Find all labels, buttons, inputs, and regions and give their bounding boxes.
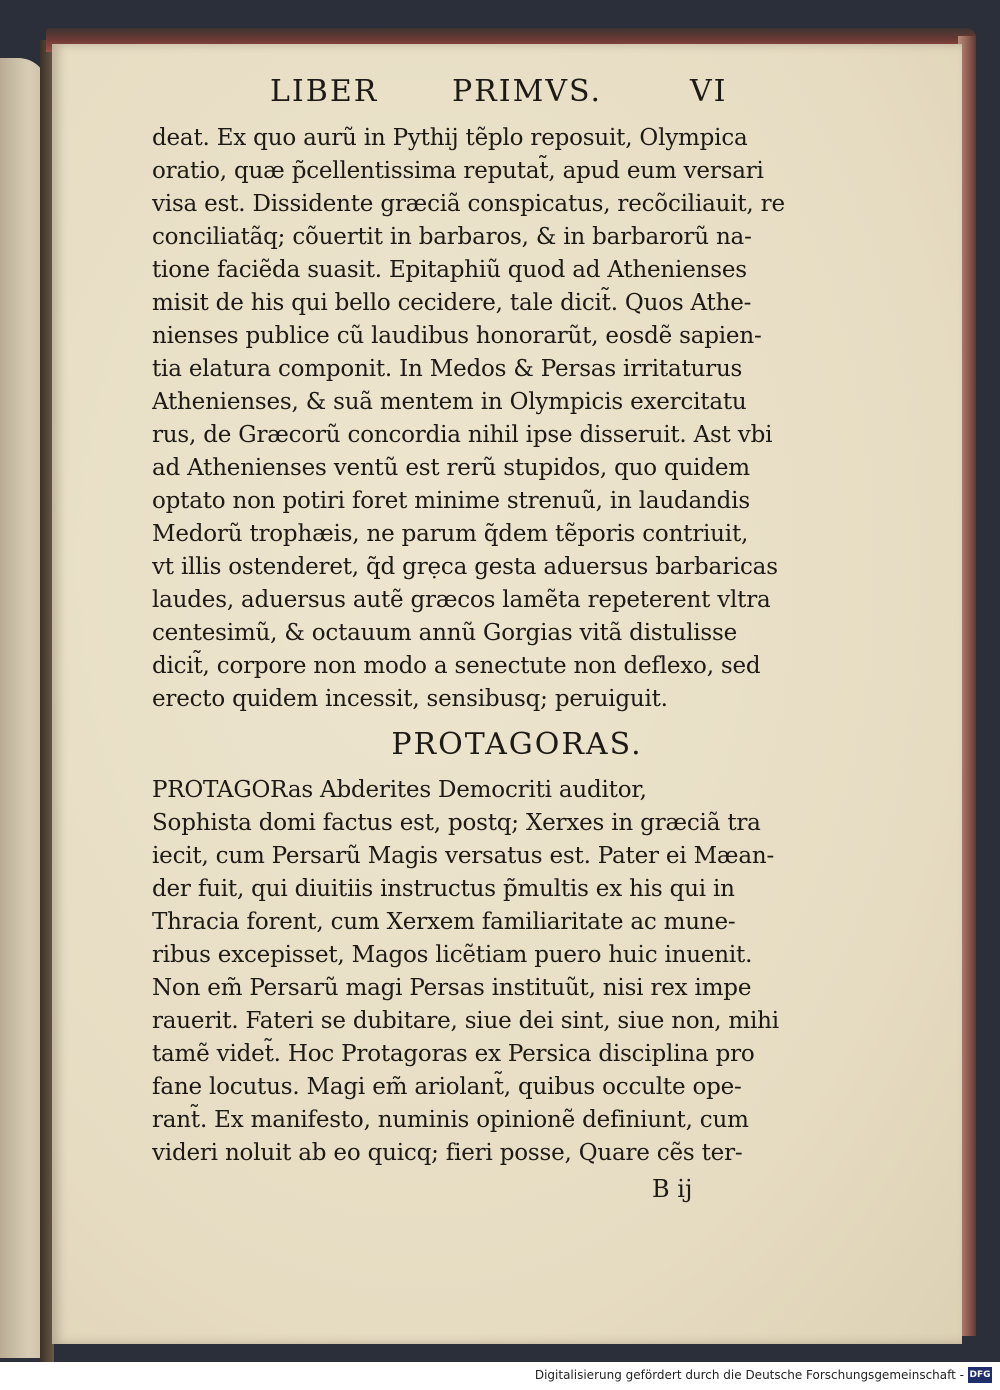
text-line: optato non potiri foret minime strenuũ, in laudandis — [152, 488, 750, 514]
digitization-footer — [0, 1362, 1000, 1390]
text-line: Athenienses, & suã mentem in Olympicis exercitatu — [152, 389, 747, 415]
text-line: rant̃. Ex manifesto, numinis opinionẽ definiunt, cum — [152, 1107, 749, 1133]
running-head-left: LIBER — [270, 74, 379, 109]
text-line: rus, de Græcorũ concordia nihil ipse disseruit. Ast vbi — [152, 422, 773, 448]
text-line: vt illis ostenderet, q̃d grẹca gesta aduersus barbaricas — [152, 554, 778, 580]
text-line: tia elatura componit. In Medos & Persas irritaturus — [152, 356, 743, 382]
text-line: Medorũ trophæis, ne parum q̃dem tẽporis contriuit, — [152, 521, 749, 547]
folio-number: VI — [690, 74, 728, 109]
text-line: der fuit, qui diuitiis instructus p̃multis ex his qui in — [152, 876, 735, 902]
dfg-logo-icon: DFG — [968, 1367, 992, 1383]
text-block — [152, 74, 842, 1208]
text-line: misit de his qui bello cecidere, tale dicit̃. Quos Athe‑ — [152, 290, 752, 316]
text-line: Thracia forent, cum Xerxem familiaritate ac mune‑ — [152, 909, 736, 935]
text-line: Non em̃ Persarũ magi Persas instituũt, nisi rex impe — [152, 975, 752, 1001]
text-line: PROTAGORas Abderites Democriti auditor, — [152, 777, 647, 803]
text-line: iecit, cum Persarũ Magis versatus est. Pater ei Mæan‑ — [152, 843, 775, 869]
footer-credit: Digitalisierung gefördert durch die Deutsche Forschungsgemeinschaft - — [534, 1368, 964, 1382]
text-line: Sophista domi factus est, postq; Xerxes in græciã tra — [152, 810, 761, 836]
text-line: deat. Ex quo aurũ in Pythij tẽplo reposuit, Olympica — [152, 125, 748, 151]
signature-mark: B ij — [652, 1175, 693, 1203]
section-heading: PROTAGORAS. — [391, 727, 643, 762]
running-head-center: PRIMVS. — [452, 74, 603, 109]
body-text-top — [152, 122, 842, 716]
text-line: ribus excepisset, Magos licẽtiam puero huic inuenit. — [152, 942, 753, 968]
text-line: fane locutus. Magi em̃ ariolant̃, quibus occulte ope‑ — [152, 1074, 742, 1100]
text-line: visa est. Dissidente græciã conspicatus, recõciliauit, re — [152, 191, 785, 217]
text-line: ad Athenienses ventũ est rerũ stupidos, quo quidem — [152, 455, 750, 481]
text-line: videri noluit ab eo quicq; fieri posse, Quare cẽs ter‑ — [152, 1140, 743, 1166]
book-page — [52, 44, 962, 1344]
text-line: conciliatãq; cõuertit in barbaros, & in barbarorũ na‑ — [152, 224, 752, 250]
text-line: dicit̃, corpore non modo a senectute non deflexo, sed — [152, 653, 761, 679]
text-line: centesimũ, & octauum annũ Gorgias vitã distulisse — [152, 620, 738, 646]
text-line: tione faciẽda suasit. Epitaphiũ quod ad Athenienses — [152, 257, 747, 283]
text-line: nienses publice cũ laudibus honorarũt, eosdẽ sapien‑ — [152, 323, 762, 349]
body-text-bottom — [152, 774, 842, 1170]
running-head — [152, 74, 842, 122]
text-line: erecto quidem incessit, sensibusq; peruiguit. — [152, 686, 668, 712]
text-line: laudes, aduersus autẽ græcos lamẽta repeterent vltra — [152, 587, 771, 613]
text-line: tamẽ videt̃. Hoc Protagoras ex Persica disciplina pro — [152, 1041, 755, 1067]
text-line: oratio, quæ p̃cellentissima reputat̃, apud eum versari — [152, 158, 764, 184]
text-line: rauerit. Fateri se dubitare, siue dei sint, siue non, mihi — [152, 1008, 779, 1034]
